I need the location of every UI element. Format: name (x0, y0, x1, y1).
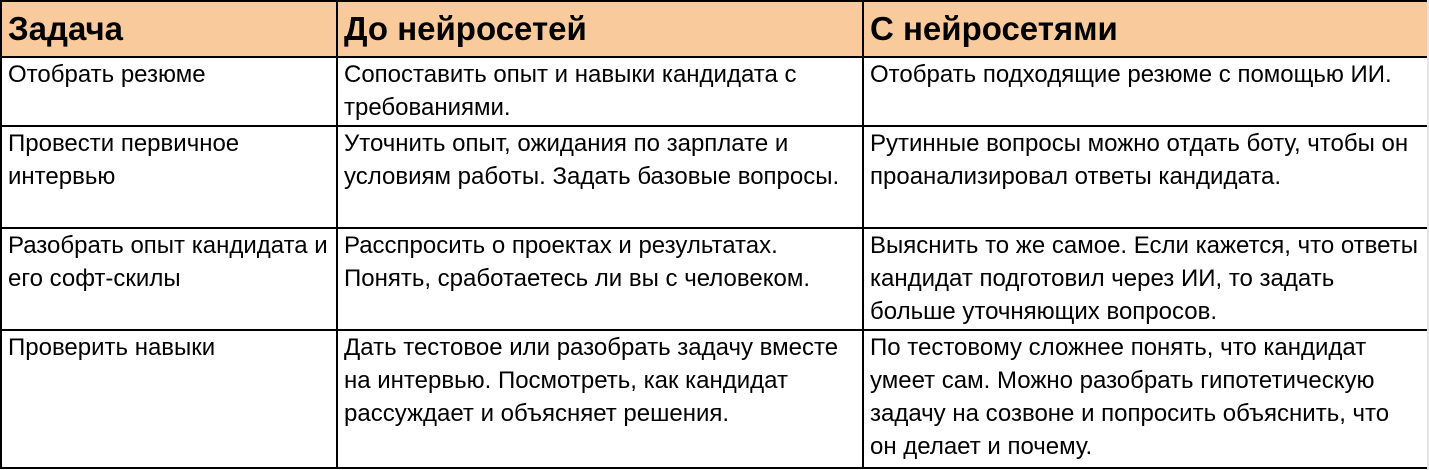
with-ai-cell: Выяснить то же самое. Если кажется, что ответы кандидат подготовил через ИИ, то задать больше уточняющих вопросов. (863, 228, 1427, 330)
before-ai-cell: Уточнить опыт, ожидания по зарплате и условиям работы. Задать базовые вопросы. (337, 126, 863, 228)
task-cell: Проверить навыки (1, 330, 337, 468)
task-cell: Отобрать резюме (1, 57, 337, 126)
with-ai-cell: По тестовому сложнее понять, что кандидат умеет сам. Можно разобрать гипотетическую задачу на созвоне и попросить объяснить, что он делает и почему. (863, 330, 1427, 468)
header-before-ai: До нейросетей (337, 1, 863, 57)
table-row (1, 330, 1427, 468)
with-ai-cell: Отобрать подходящие резюме с помощью ИИ. (863, 57, 1427, 126)
with-ai-cell: Рутинные вопросы можно отдать боту, чтобы он проанализировал ответы кандидата. (863, 126, 1427, 228)
task-cell: Разобрать опыт кандидата и его софт-скилы (1, 228, 337, 330)
header-row (1, 1, 1427, 57)
table-row (1, 57, 1427, 126)
table-row (1, 126, 1427, 228)
task-cell: Провести первичное интервью (1, 126, 337, 228)
before-ai-cell: Сопоставить опыт и навыки кандидата с требованиями. (337, 57, 863, 126)
before-ai-cell: Расспросить о проектах и результатах. Понять, сработаетесь ли вы с человеком. (337, 228, 863, 330)
before-ai-cell: Дать тестовое или разобрать задачу вместе на интервью. Посмотреть, как кандидат рассуждает и объясняет решения. (337, 330, 863, 468)
table-row (1, 228, 1427, 330)
header-with-ai: С нейросетями (863, 1, 1427, 57)
header-task: Задача (1, 1, 337, 57)
